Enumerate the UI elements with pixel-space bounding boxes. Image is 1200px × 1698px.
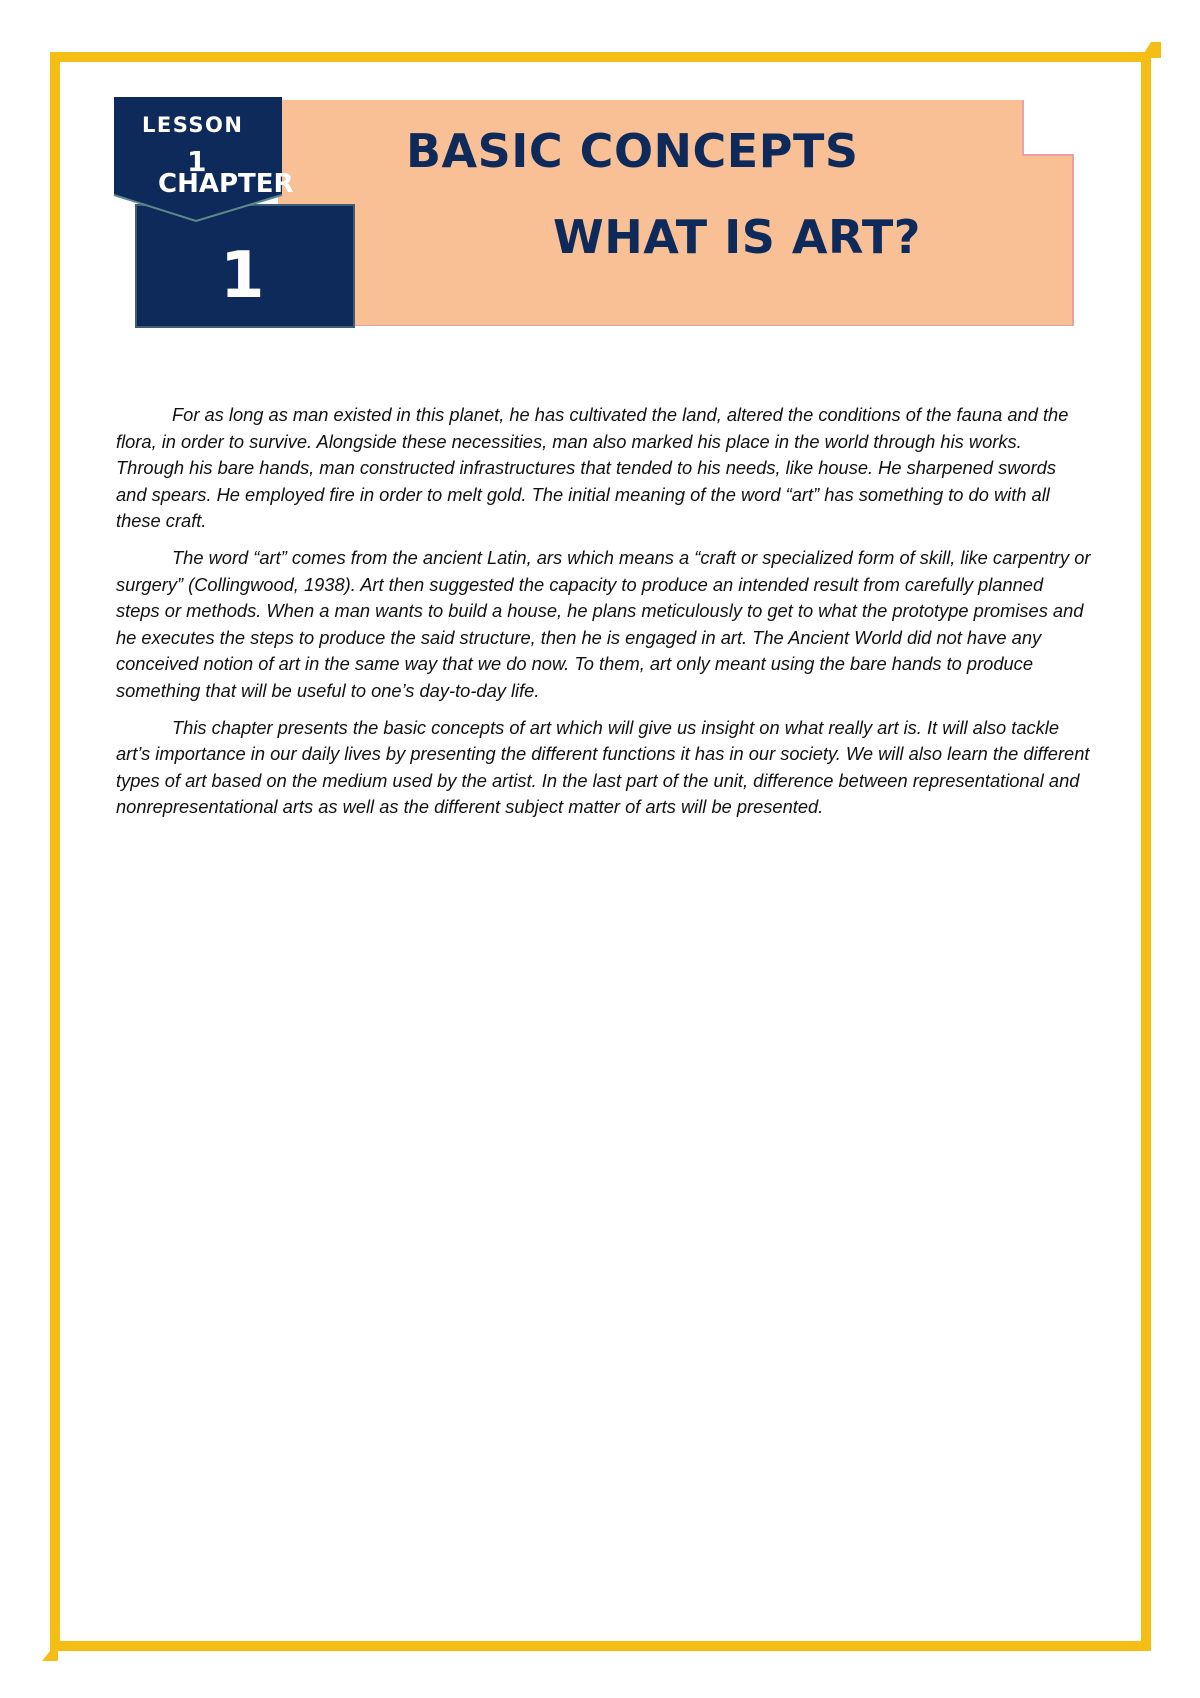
lesson-number: 1 bbox=[187, 145, 207, 178]
chapter-number: 1 bbox=[220, 239, 265, 313]
chapter-label: CHAPTER bbox=[158, 169, 294, 199]
border-corner-bottom-left bbox=[42, 1641, 58, 1661]
lesson-chapter-badge bbox=[110, 97, 360, 329]
border-corner-top-right bbox=[1141, 42, 1161, 58]
page-title: BASIC CONCEPTS bbox=[406, 124, 859, 178]
page-subtitle: WHAT IS ART? bbox=[553, 210, 921, 264]
lesson-label: LESSON bbox=[142, 113, 244, 137]
paragraph: This chapter presents the basic concepts of art which will give us insight on what really art is. It will also tackle art’s importance in our daily lives by presenting the different functions it has in our society. We will also learn the different types of art based on the medium used by the artist. In the last part of the unit, difference between representational and nonrepresentational arts as well as the different subject matter of arts will be presented. bbox=[116, 716, 1090, 818]
body-text bbox=[116, 402, 1091, 831]
paragraph: For as long as man existed in this planet, he has cultivated the land, altered the conditions of the fauna and the flora, in order to survive. Alongside these necessities, man also marked his place in the world through his works. Through his bare hands, man constructed infrastructures that tended to his needs, like house. He sharpened swords and spears. He employed fire in order to melt gold. The initial meaning of the word “art” has something to do with all these craft. bbox=[116, 404, 1069, 532]
paragraph: The word “art” comes from the ancient Latin, ars which means a “craft or specialized form of skill, like carpentry or surgery” (Collingwood, 1938). Art then suggested the capacity to produce an intended result from carefully planned steps or methods. When a man wants to build a house, he plans meticulously to get to what the prototype promises and he executes the steps to produce the said structure, then he is engaged in art. The Ancient World did not have any conceived notion of art in the same way that we do now. To them, art only meant using the bare hands to produce something that will be useful to one’s day-to-day life. bbox=[116, 546, 1091, 701]
